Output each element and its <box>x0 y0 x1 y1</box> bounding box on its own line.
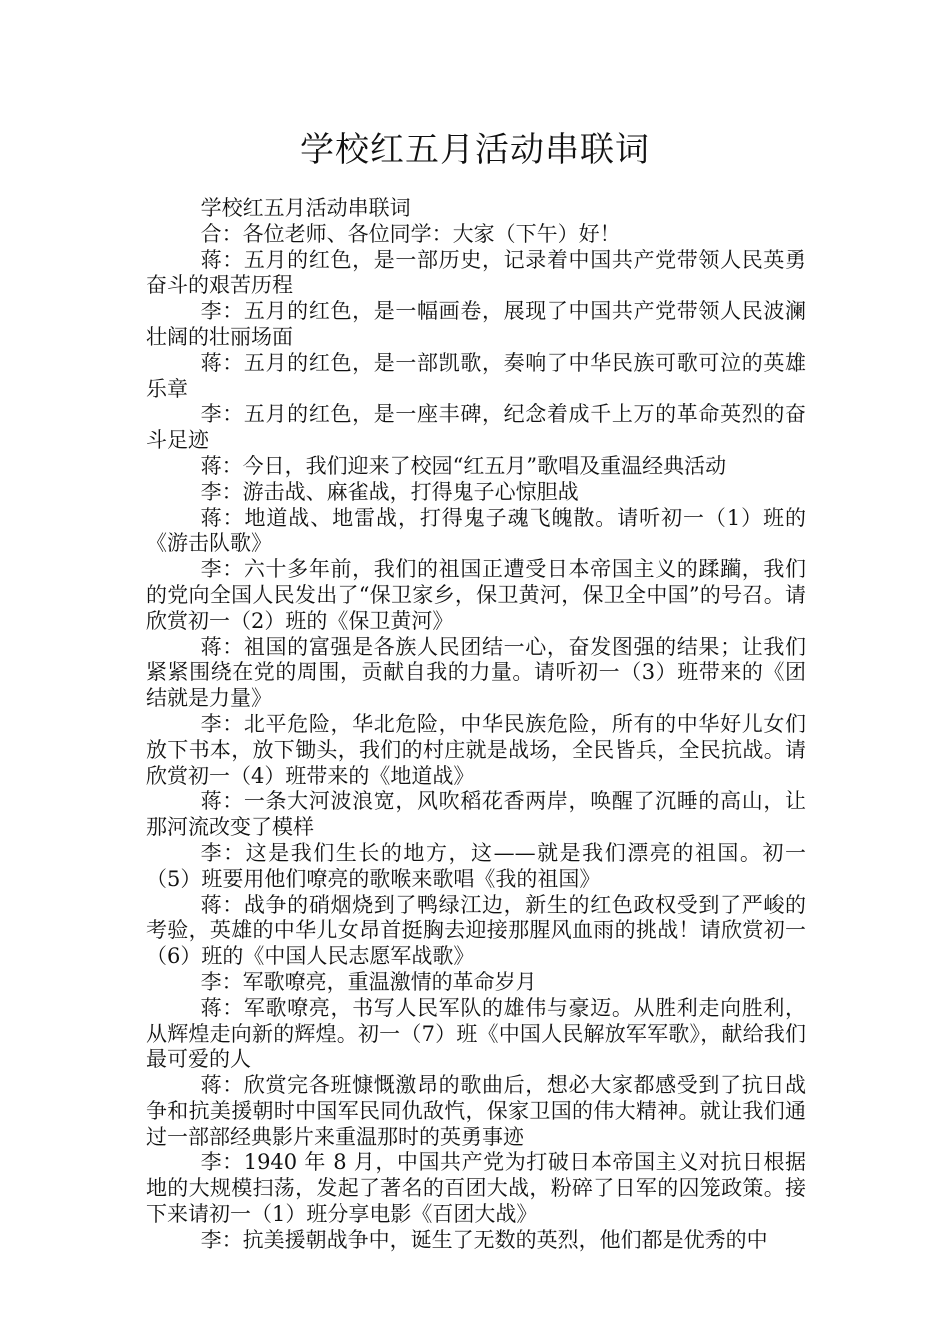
paragraph: 李：游击战、麻雀战，打得鬼子心惊胆战 <box>200 479 579 504</box>
document-body <box>146 196 806 1254</box>
paragraph: 蒋：欣赏完各班慷慨激昂的歌曲后，想必大家都感受到了抗日战争和抗美援朝时中国军民同仇敌忾，保家卫国的伟大精神。就让我们通过一部部经典影片来重温那时的英勇事迹 <box>146 1073 806 1149</box>
paragraph: 李：六十多年前，我们的祖国正遭受日本帝国主义的蹂躏，我们的党向全国人民发出了“保卫家乡，保卫黄河，保卫全中国”的号召。请欣赏初一（2）班的《保卫黄河》 <box>146 557 806 633</box>
paragraph: 蒋：五月的红色，是一部凯歌，奏响了中华民族可歌可泣的英雄乐章 <box>146 350 806 401</box>
paragraph: 蒋：一条大河波浪宽，风吹稻花香两岸，唤醒了沉睡的高山，让那河流改变了模样 <box>146 789 806 840</box>
paragraph: 蒋：军歌嘹亮，书写人民军队的雄伟与豪迈。从胜利走向胜利，从辉煌走向新的辉煌。初一（7）班《中国人民解放军军歌》，献给我们最可爱的人 <box>146 995 806 1072</box>
paragraph: 李：抗美援朝战争中，诞生了无数的英烈，他们都是优秀的中 <box>200 1227 768 1252</box>
paragraph: 蒋：战争的硝烟烧到了鸭绿江边，新生的红色政权受到了严峻的考验，英雄的中华儿女昂首挺胸去迎接那腥风血雨的挑战！请欣赏初一（6）班的《中国人民志愿军战歌》 <box>146 892 806 969</box>
paragraph: 李：军歌嘹亮，重温激情的革命岁月 <box>200 969 537 994</box>
paragraph: 蒋：地道战、地雷战，打得鬼子魂飞魄散。请听初一（1）班的《游击队歌》 <box>146 505 806 556</box>
paragraph: 合：各位老师、各位同学：大家（下午）好！ <box>200 221 621 246</box>
paragraph: 李：1940 年 8 月，中国共产党为打破日本帝国主义对抗日根据地的大规模扫荡，发起了著名的百团大战，粉碎了日军的囚笼政策。接下来请初一（1）班分享电影《百团大战》 <box>146 1150 806 1227</box>
paragraph: 李：五月的红色，是一幅画卷，展现了中国共产党带领人民波澜壮阔的壮丽场面 <box>146 299 806 349</box>
paragraph: 蒋：祖国的富强是各族人民团结一心，奋发图强的结果；让我们紧紧围绕在党的周围，贡献自我的力量。请听初一（3）班带来的《团结就是力量》 <box>146 634 806 711</box>
document-title: 学校红五月活动串联词 <box>300 130 650 170</box>
paragraph: 李：这是我们生长的地方，这——就是我们漂亮的祖国。初一（5）班要用他们嘹亮的歌喉来歌唱《我的祖国》 <box>146 840 806 891</box>
paragraph: 李：五月的红色，是一座丰碑，纪念着成千上万的革命英烈的奋斗足迹 <box>146 402 806 453</box>
paragraph: 学校红五月活动串联词 <box>200 196 411 220</box>
paragraph: 蒋：今日，我们迎来了校园“红五月”歌唱及重温经典活动 <box>200 453 727 478</box>
paragraph: 李：北平危险，华北危险，中华民族危险，所有的中华好儿女们放下书本，放下锄头，我们的村庄就是战场，全民皆兵，全民抗战。请欣赏初一（4）班带来的《地道战》 <box>146 711 806 788</box>
paragraph: 蒋：五月的红色，是一部历史，记录着中国共产党带领人民英勇奋斗的艰苦历程 <box>146 247 806 298</box>
